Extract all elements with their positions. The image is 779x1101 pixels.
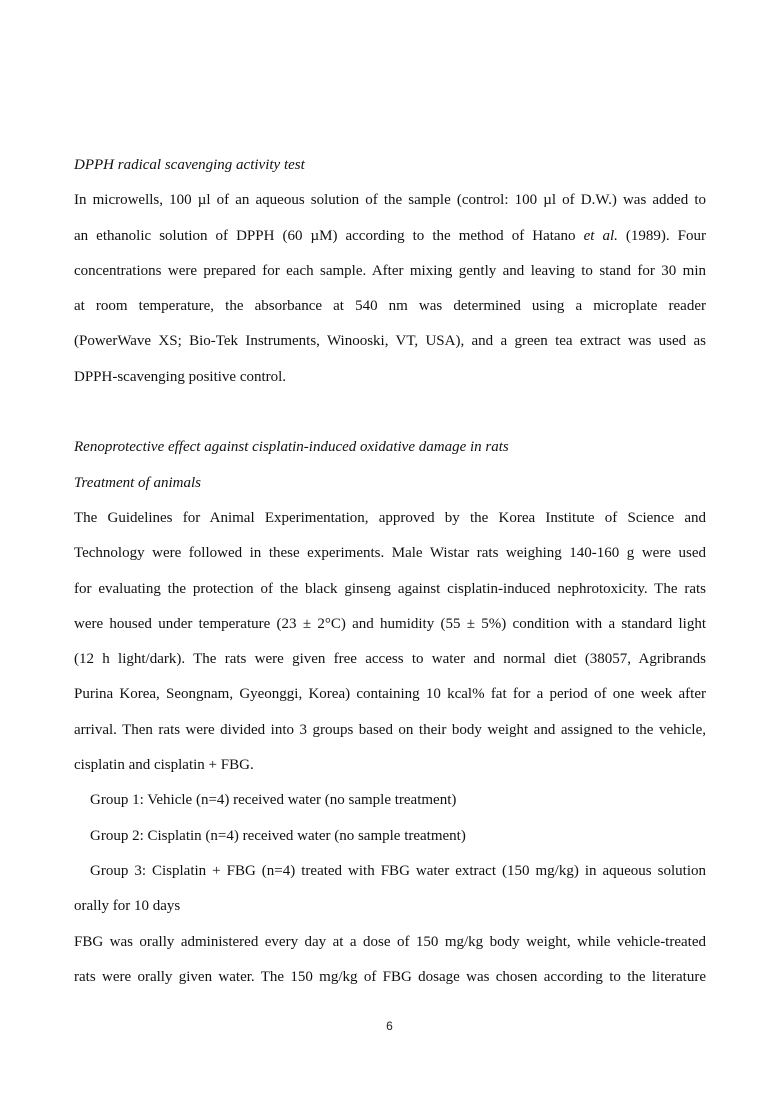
paragraph-text: an ethanolic solution of DPPH (60 µM) according to the method of Hatano — [74, 227, 576, 244]
paragraph-line: for evaluating the protection of the black ginseng against cisplatin-induced nephrotoxicity. The rats — [74, 580, 706, 597]
paragraph-line: DPPH-scavenging positive control. — [74, 368, 287, 385]
section-heading-renoprotective: Renoprotective effect against cisplatin-induced oxidative damage in rats — [74, 439, 509, 456]
group-item-1: Group 1: Vehicle (n=4) received water (no sample treatment) — [90, 792, 457, 809]
citation-year: (1989). Four — [617, 227, 707, 244]
paragraph-line: concentrations were prepared for each sample. After mixing gently and leaving to stand for 30 min — [74, 262, 706, 279]
paragraph-line-citation — [74, 219, 706, 254]
paragraph-line: (12 h light/dark). The rats were given free access to water and normal diet (38057, Agribrands — [74, 651, 706, 668]
document-page — [74, 148, 706, 995]
subheading-treatment-of-animals: Treatment of animals — [74, 474, 201, 491]
group-item-3-continuation: orally for 10 days — [74, 898, 181, 915]
page-number: 6 — [386, 1019, 393, 1033]
section-spacer — [74, 395, 706, 430]
paragraph-line: Technology were followed in these experiments. Male Wistar rats weighing 140-160 g were used — [74, 545, 706, 562]
paragraph-line: (PowerWave XS; Bio-Tek Instruments, Winooski, VT, USA), and a green tea extract was used as — [74, 333, 706, 350]
paragraph-line: In microwells, 100 µl of an aqueous solution of the sample (control: 100 µl of D.W.) was added to — [74, 192, 706, 209]
group-item-2: Group 2: Cisplatin (n=4) received water (no sample treatment) — [90, 827, 466, 844]
section-heading-dpph: DPPH radical scavenging activity test — [74, 157, 305, 173]
paragraph-line: FBG was orally administered every day at a dose of 150 mg/kg body weight, while vehicle-treated — [74, 933, 706, 950]
paragraph-line: were housed under temperature (23 ± 2°C) and humidity (55 ± 5%) condition with a standard light — [74, 615, 706, 632]
paragraph-line: arrival. Then rats were divided into 3 groups based on their body weight and assigned to the vehicle, — [74, 721, 706, 738]
paragraph-line: cisplatin and cisplatin + FBG. — [74, 757, 254, 774]
paragraph-line: Purina Korea, Seongnam, Gyeonggi, Korea) containing 10 kcal% fat for a period of one week after — [74, 686, 706, 703]
paragraph-line: rats were orally given water. The 150 mg/kg of FBG dosage was chosen according to the literature — [74, 968, 706, 985]
paragraph-line: at room temperature, the absorbance at 540 nm was determined using a microplate reader — [74, 298, 706, 315]
group-item-3: Group 3: Cisplatin + FBG (n=4) treated with FBG water extract (150 mg/kg) in aqueous solution — [90, 862, 706, 879]
paragraph-line: The Guidelines for Animal Experimentation, approved by the Korea Institute of Science and — [74, 509, 706, 526]
citation-etal: et al. — [583, 227, 618, 244]
